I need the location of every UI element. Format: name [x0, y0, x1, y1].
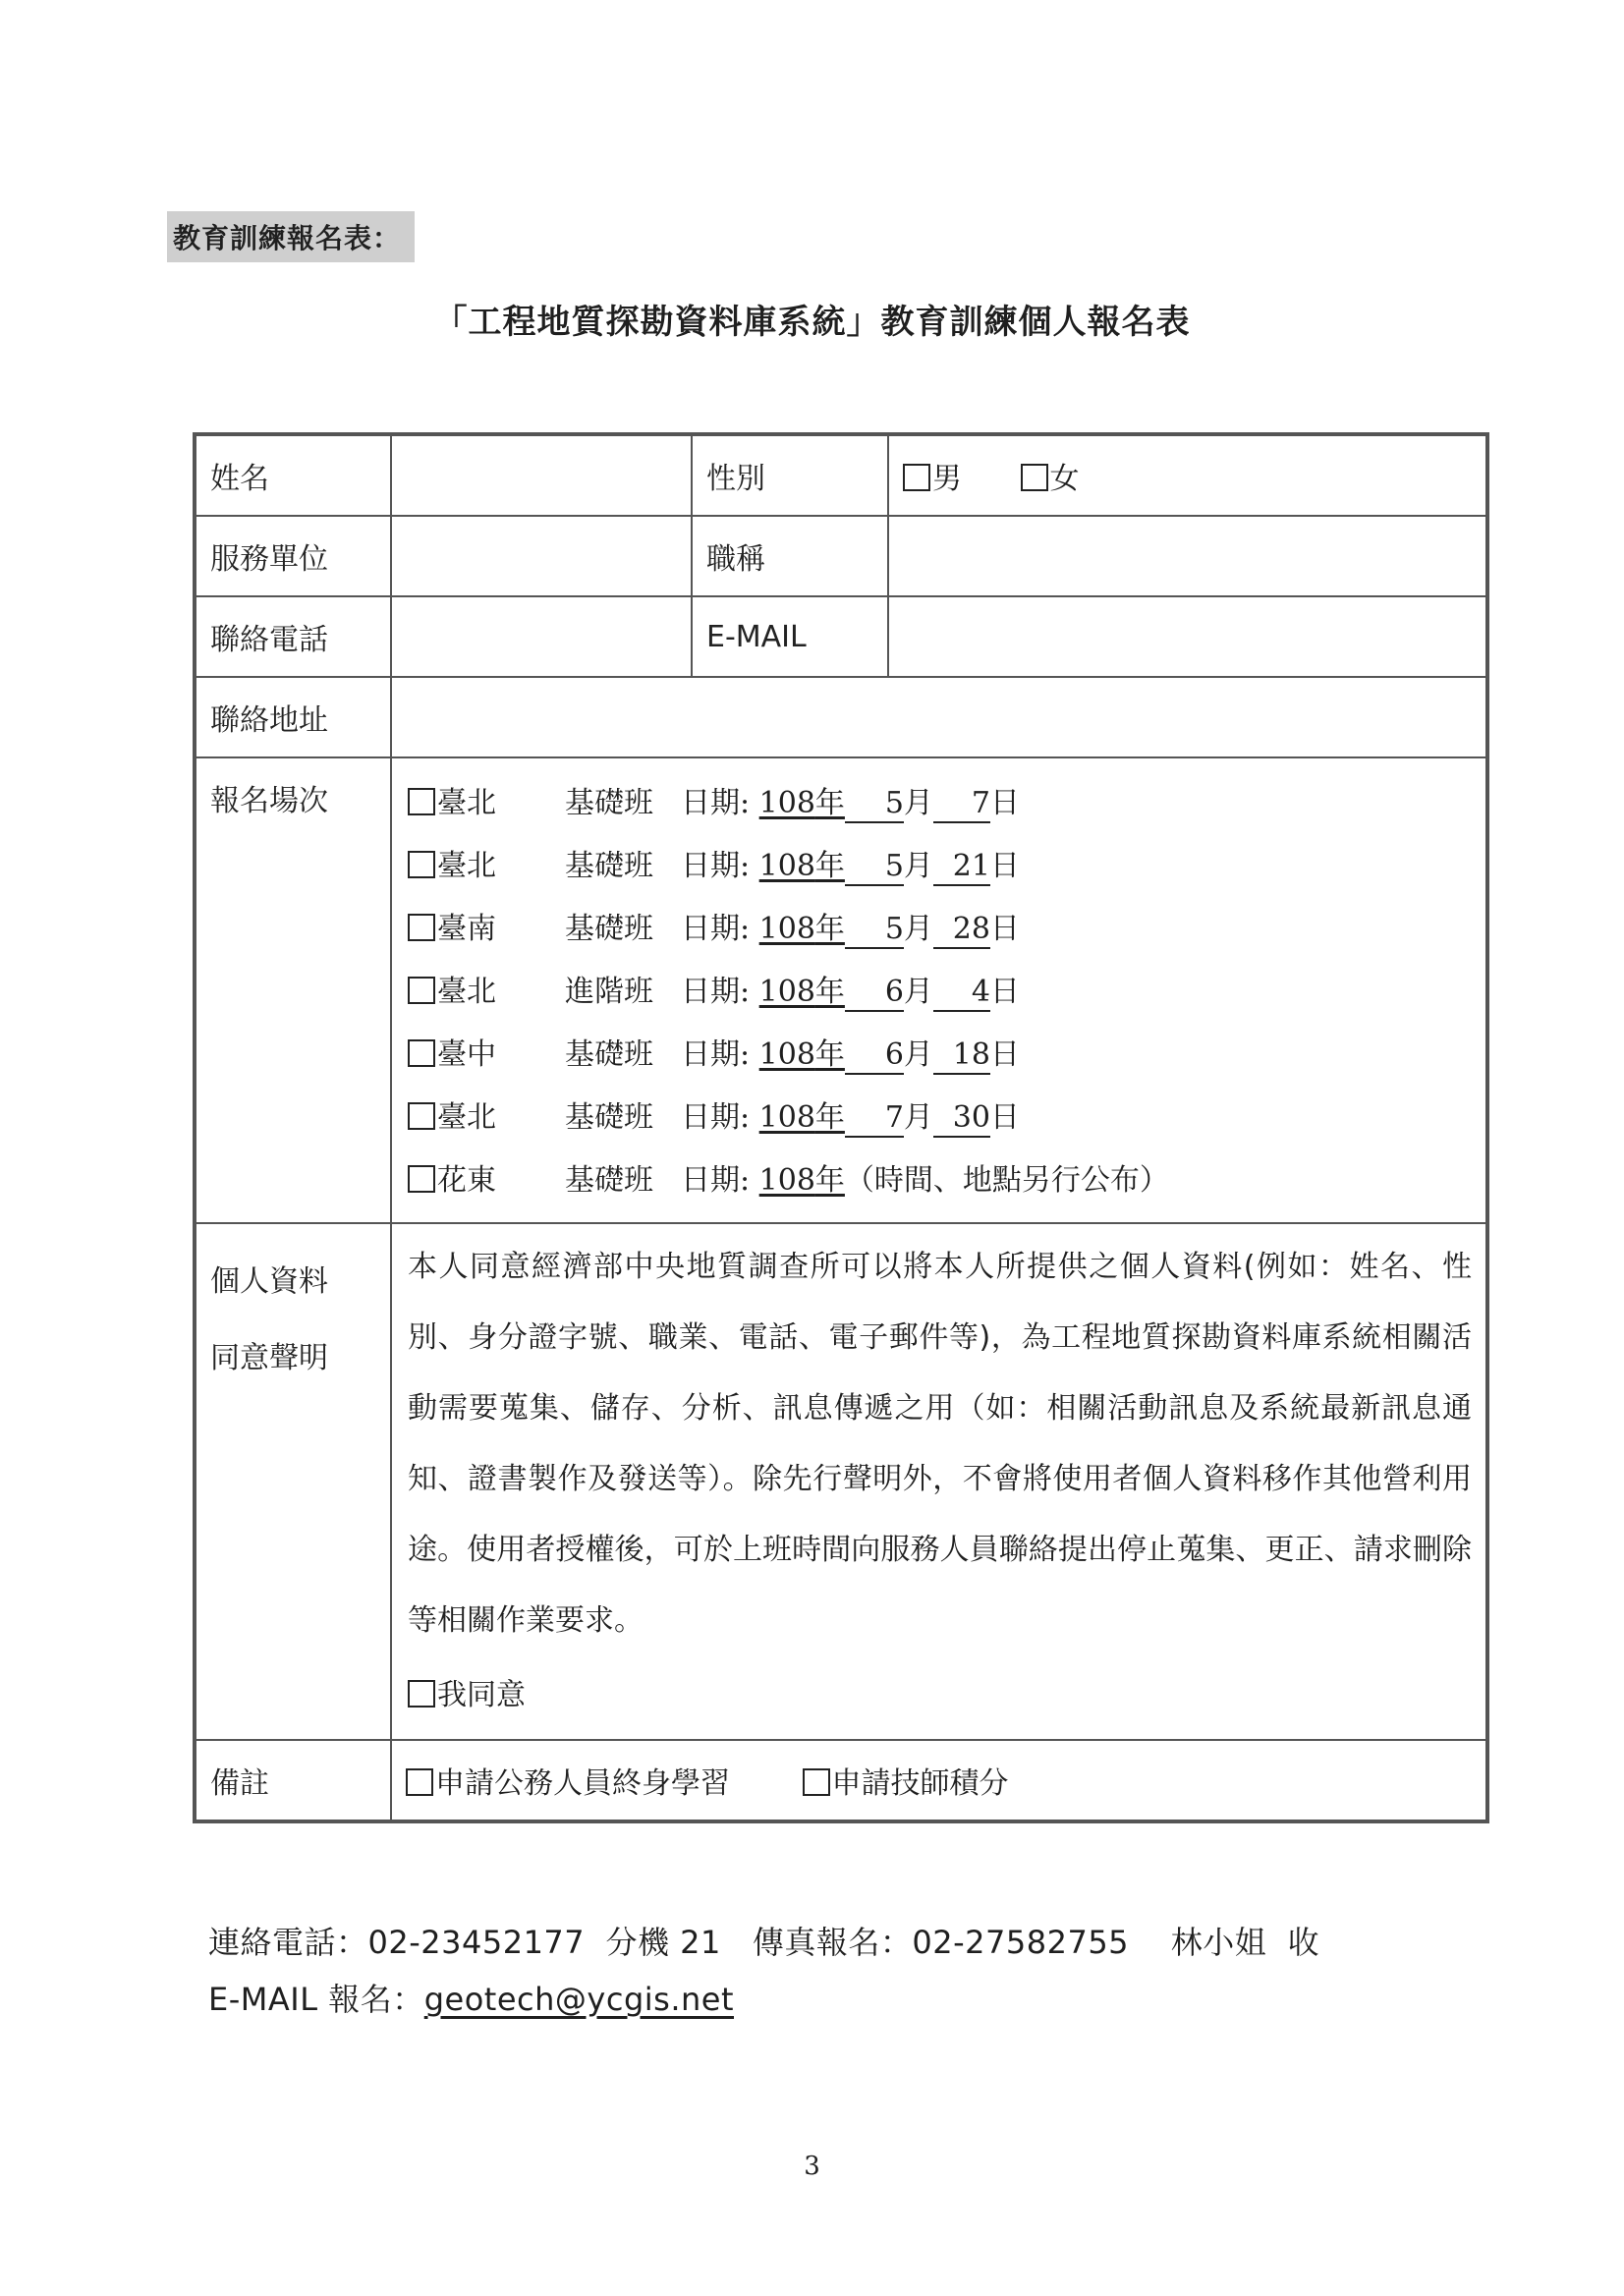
session-location: 臺北 [437, 849, 496, 883]
session-year: 108 [758, 1037, 815, 1072]
session-location: 臺北 [437, 975, 496, 1009]
session-location: 花東 [437, 1163, 496, 1198]
session-location: 臺南 [437, 912, 496, 946]
email-input-cell[interactable] [888, 596, 1487, 677]
row-name-gender [195, 434, 1487, 516]
session-day-unit: 日 [989, 912, 1020, 946]
row-sessions [195, 757, 1487, 1223]
row-phone-email [195, 596, 1487, 677]
session-year: 108 [758, 912, 815, 946]
session-list [391, 757, 1487, 1223]
session-date-label: 日期: [681, 1163, 751, 1198]
agree-checkbox[interactable] [408, 1680, 435, 1708]
unit-label: 服務單位 [195, 516, 391, 596]
session-month: 6 [845, 975, 904, 1012]
session-day-unit: 日 [989, 786, 1020, 820]
session-class: 基礎班 [565, 912, 653, 946]
consent-label-line2: 同意聲明 [210, 1341, 328, 1375]
civil-service-checkbox[interactable] [406, 1768, 433, 1796]
email-label: E-MAIL [692, 596, 888, 677]
session-day: 18 [933, 1037, 990, 1075]
civil-service-label: 申請公務人員終身學習 [435, 1766, 730, 1801]
consent-statement [391, 1223, 1487, 1740]
address-label: 聯絡地址 [195, 677, 391, 757]
session-location: 臺北 [437, 1100, 496, 1135]
registration-form [193, 432, 1489, 1823]
session-checkbox[interactable] [408, 977, 435, 1004]
contact-email-line [208, 1975, 734, 2020]
remarks-options [391, 1740, 1487, 1821]
address-input-cell[interactable] [391, 677, 1487, 757]
session-day: 28 [933, 912, 990, 949]
session-day: 4 [933, 975, 990, 1012]
session-month-unit: 月 [903, 1037, 933, 1072]
session-checkbox[interactable] [408, 788, 435, 815]
session-year: 108 [758, 849, 815, 883]
agree-label: 我同意 [437, 1678, 526, 1712]
session-month: 5 [845, 849, 904, 886]
session-note: （時間、地點另行公布） [844, 1163, 1169, 1198]
job-title-label: 職稱 [692, 516, 888, 596]
contact-phone-fax: 連絡電話：02-23452177 分機 21 傳真報名：02-27582755 林小姐 收 [208, 1924, 1320, 1961]
session-class: 進階班 [565, 975, 653, 1009]
male-checkbox[interactable] [903, 464, 930, 491]
session-year: 108 [758, 1100, 815, 1135]
session-class: 基礎班 [565, 1037, 653, 1072]
session-option-tba[interactable] [408, 1149, 1472, 1212]
session-year-unit: 年 [814, 912, 845, 946]
gender-male-option[interactable] [903, 462, 962, 496]
contact-email-link[interactable]: geotech@ycgis.net [423, 1981, 734, 2018]
form-title: 「工程地質探勘資料庫系統」教育訓練個人報名表 [433, 303, 1191, 342]
female-checkbox[interactable] [1021, 464, 1048, 491]
engineer-credit-label: 申請技師積分 [831, 1766, 1009, 1801]
session-checkbox[interactable] [408, 1039, 435, 1067]
session-month-unit: 月 [903, 1100, 933, 1135]
male-label: 男 [932, 462, 962, 496]
section-label: 教育訓練報名表： [167, 211, 415, 262]
session-day-unit: 日 [989, 1037, 1020, 1072]
engineer-credit-checkbox[interactable] [803, 1768, 830, 1796]
page-number: 3 [804, 2152, 820, 2181]
session-month: 5 [845, 786, 904, 823]
row-address [195, 677, 1487, 757]
session-month: 6 [845, 1037, 904, 1075]
row-unit-title [195, 516, 1487, 596]
consent-agree-option[interactable] [408, 1660, 1472, 1731]
remarks-label: 備註 [195, 1740, 391, 1821]
phone-input-cell[interactable] [391, 596, 692, 677]
session-date-label: 日期: [681, 912, 751, 946]
session-month-unit: 月 [903, 975, 933, 1009]
session-year-unit: 年 [814, 1037, 845, 1072]
row-remarks [195, 1740, 1487, 1821]
session-year-unit: 年 [814, 1100, 845, 1135]
session-year-unit: 年 [814, 849, 845, 883]
name-label: 姓名 [195, 434, 391, 516]
job-title-input-cell[interactable] [888, 516, 1487, 596]
session-day: 7 [933, 786, 990, 823]
session-option[interactable] [408, 1087, 1472, 1149]
gender-options [888, 434, 1487, 516]
row-consent [195, 1223, 1487, 1740]
session-option[interactable] [408, 835, 1472, 898]
session-class: 基礎班 [565, 1100, 653, 1135]
session-class: 基礎班 [565, 849, 653, 883]
session-day: 30 [933, 1100, 990, 1138]
session-checkbox[interactable] [408, 1102, 435, 1130]
unit-input-cell[interactable] [391, 516, 692, 596]
session-option[interactable] [408, 898, 1472, 961]
session-year-unit: 年 [814, 1163, 845, 1198]
session-class: 基礎班 [565, 1163, 653, 1198]
session-date-label: 日期: [681, 786, 751, 820]
consent-label-line1: 個人資料 [210, 1264, 328, 1299]
session-option[interactable] [408, 1024, 1472, 1087]
contact-email-prefix: E-MAIL 報名： [208, 1981, 424, 2018]
consent-text: 本人同意經濟部中央地質調查所可以將本人所提供之個人資料(例如：姓名、性別、身分證字號、職業、電話、電子郵件等)，為工程地質探勘資料庫系統相關活動需要蒐集、儲存、分析、訊息傳遞之用（如：相關活動訊息及系統最新訊息通知、證書製作及發送等）。除先行聲明外，不會將使用者個人資料移作其他營利用途。使用者授權後，可於上班時間向服務人員聯絡提出停止蒐集、更正、請求刪除等相關作業要求。 [408, 1250, 1472, 1638]
session-year: 108 [758, 786, 815, 820]
session-day-unit: 日 [989, 849, 1020, 883]
session-year-unit: 年 [814, 786, 845, 820]
session-month-unit: 月 [903, 849, 933, 883]
session-date-label: 日期: [681, 1037, 751, 1072]
session-month: 7 [845, 1100, 904, 1138]
gender-female-option[interactable] [1021, 462, 1080, 496]
session-month-unit: 月 [903, 912, 933, 946]
session-option[interactable] [408, 772, 1472, 835]
name-input-cell[interactable] [391, 434, 692, 516]
remark-option-engineer-credit[interactable] [803, 1766, 1009, 1801]
session-date-label: 日期: [681, 849, 751, 883]
session-day: 21 [933, 849, 990, 886]
session-year-unit: 年 [814, 975, 845, 1009]
session-year: 108 [758, 1163, 815, 1198]
gender-label: 性別 [692, 434, 888, 516]
female-label: 女 [1049, 462, 1080, 496]
session-checkbox[interactable] [408, 851, 435, 878]
session-checkbox[interactable] [408, 1165, 435, 1193]
remark-option-civil-service[interactable] [406, 1766, 730, 1801]
phone-label: 聯絡電話 [195, 596, 391, 677]
session-month-unit: 月 [903, 786, 933, 820]
session-day-unit: 日 [989, 1100, 1020, 1135]
session-location: 臺北 [437, 786, 496, 820]
session-day-unit: 日 [989, 975, 1020, 1009]
session-class: 基礎班 [565, 786, 653, 820]
session-location: 臺中 [437, 1037, 496, 1072]
session-checkbox[interactable] [408, 914, 435, 941]
consent-label [195, 1223, 391, 1740]
session-year: 108 [758, 975, 815, 1009]
sessions-label: 報名場次 [195, 757, 391, 1223]
session-option[interactable] [408, 961, 1472, 1024]
session-month: 5 [845, 912, 904, 949]
session-date-label: 日期: [681, 975, 751, 1009]
session-date-label: 日期: [681, 1100, 751, 1135]
